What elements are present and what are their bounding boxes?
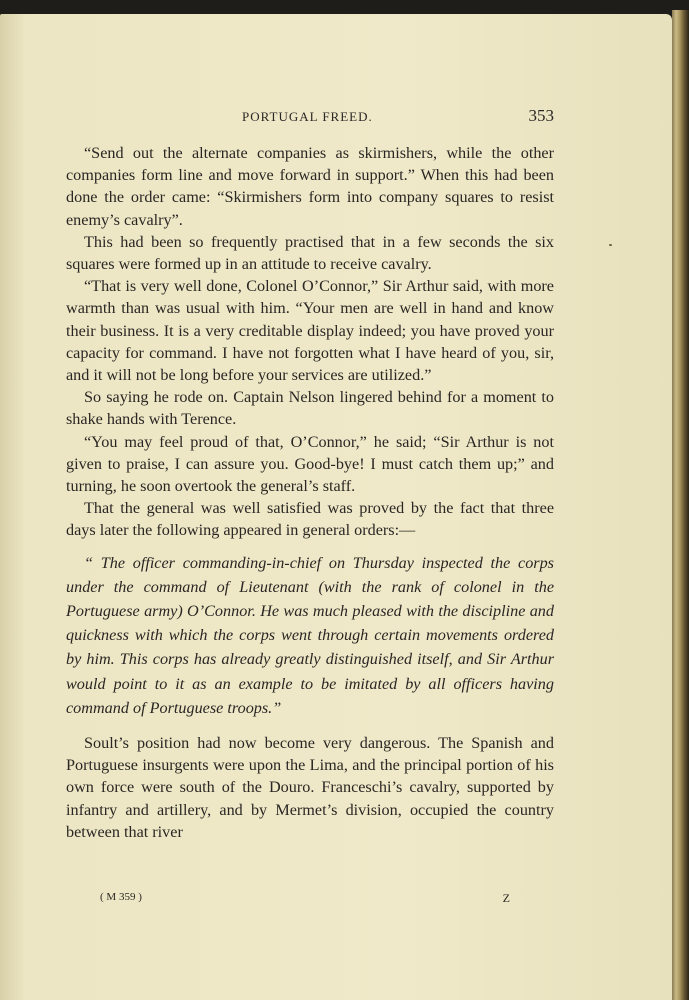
body-text — [66, 142, 554, 843]
paragraph: That the general was well satisfied was proved by the fact that three days later the following appeared in general orders:— — [66, 499, 554, 540]
paragraph: This had been so frequently practised that in a few seconds the six squares were formed up in an attitude to receive cavalry. — [66, 232, 554, 274]
paper-speck — [609, 244, 612, 246]
page-header — [66, 106, 554, 128]
paragraph: Soult’s position had now become very dangerous. The Spanish and Portuguese insurgents were upon the Lima, and the principal portion of his own force were south of the Douro. Franceschi’s cavalry, supported by infantry and artillery, and by Mermet’s division, occupied the country between that river — [66, 734, 554, 841]
page-number: 353 — [528, 106, 554, 125]
general-orders-quote: “ The officer commanding-in-chief on Thursday inspected the corps under the command of Lieutenant (with the rank of colonel in the Portuguese army) O’Connor. He was much pleased with the discipline and quickness with which the corps went through certain movements ordered by him. This corps has already greatly distinguished itself, and Sir Arthur would point to it as an example to be imitated by all officers having command of Portuguese troops.” — [66, 553, 554, 717]
running-head: PORTUGAL FREED. — [242, 109, 373, 124]
printer-signature: ( M 359 ) — [100, 891, 142, 903]
signature-letter: Z — [502, 891, 510, 905]
paragraph: “That is very well done, Colonel O’Connor,” Sir Arthur said, with more warmth than was usual with him. “Your men are well in hand and know their business. It is a very creditable display indeed; you have proved your capacity for command. I have not forgotten what I have heard of you, sir, and it will not be long before your services are utilized.” — [66, 277, 554, 385]
paragraph: So saying he rode on. Captain Nelson lingered behind for a moment to shake hands with Terence. — [66, 388, 554, 429]
paragraph: “Send out the alternate companies as skirmishers, while the other companies form line and move forward in support.” When this had been done the order came: “Skirmishers form into company squares to resist enemy’s cavalry”. — [66, 144, 554, 229]
paragraph: “You may feel proud of that, O’Connor,” he said; “Sir Arthur is not given to praise, I can assure you. Good-bye! I must catch them up;” and turning, he soon overtook the general’s staff. — [66, 432, 554, 496]
page-edge — [672, 10, 689, 1000]
page-footer — [100, 891, 510, 909]
book-page — [0, 14, 672, 1000]
